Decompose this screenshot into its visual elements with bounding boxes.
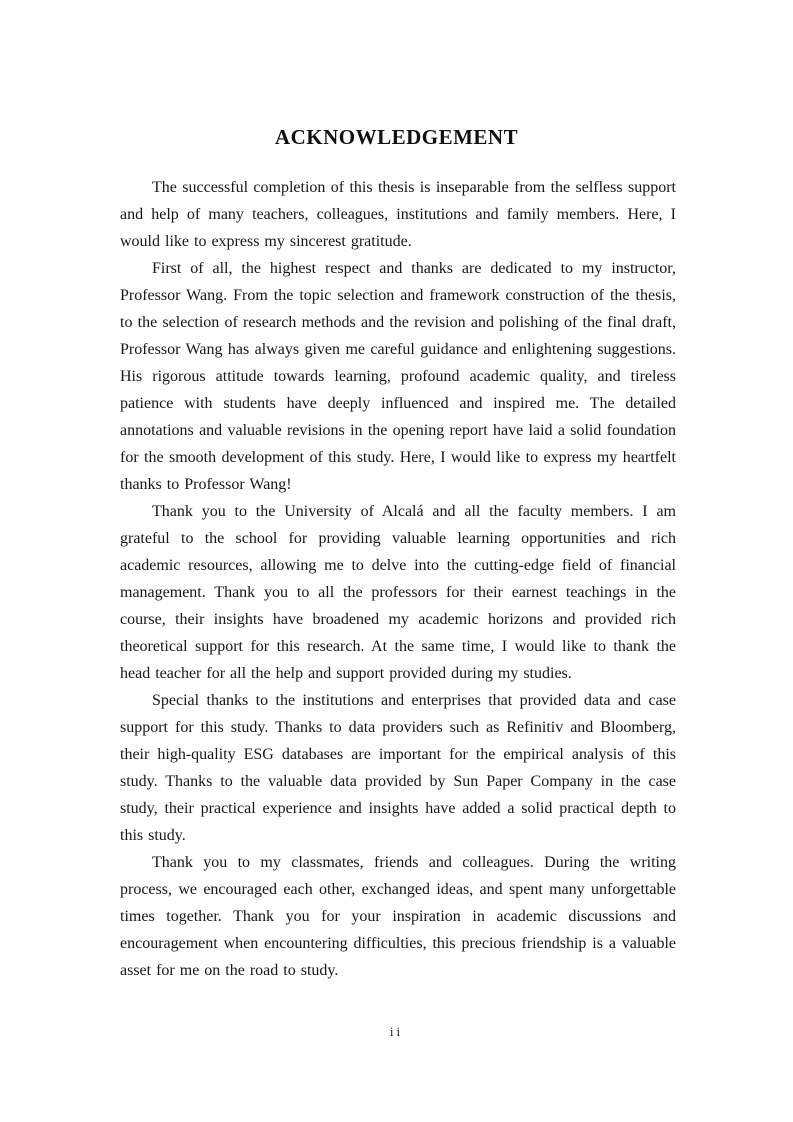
page-number: ii	[389, 1024, 404, 1039]
paragraph-instructor-thanks: First of all, the highest respect and thanks are dedicated to my instructor, Professor Wang. From the topic selection and framework construction of the thesis, to the selection of research methods and the revision and polishing of the final draft, Professor Wang has always given me careful guidance and enlightening suggestions. His rigorous attitude towards learning, profound academic quality, and tireless patience with students have deeply influenced and inspired me. The detailed annotations and valuable revisions in the opening report have laid a solid foundation for the smooth development of this study. Here, I would like to express my heartfelt thanks to Professor Wang!	[120, 260, 676, 493]
paragraph-intro: The successful completion of this thesis is inseparable from the selfless support and help of many teachers, colleagues, institutions and family members. Here, I would like to express my sincerest gratitude.	[120, 179, 676, 250]
paragraph-classmates-thanks: Thank you to my classmates, friends and colleagues. During the writing process, we encouraged each other, exchanged ideas, and spent many unforgettable times together. Thank you for your inspiration in academic discussions and encouragement when encountering difficulties, this precious friendship is a valuable asset for me on the road to study.	[120, 854, 676, 979]
paragraph-university-thanks: Thank you to the University of Alcalá and all the faculty members. I am grateful to the school for providing valuable learning opportunities and rich academic resources, allowing me to delve into the cutting-edge field of financial management. Thank you to all the professors for their earnest teachings in the course, their insights have broadened my academic horizons and provided rich theoretical support for this research. At the same time, I would like to thank the head teacher for all the help and support provided during my studies.	[120, 503, 676, 682]
page-title: ACKNOWLEDGEMENT	[274, 125, 519, 149]
document-body	[120, 174, 676, 984]
paragraph-institution-thanks: Special thanks to the institutions and enterprises that provided data and case support for this study. Thanks to data providers such as Refinitiv and Bloomberg, their high-quality ESG databases are important for the empirical analysis of this study. Thanks to the valuable data provided by Sun Paper Company in the case study, their practical experience and insights have added a solid practical depth to this study.	[120, 692, 676, 844]
